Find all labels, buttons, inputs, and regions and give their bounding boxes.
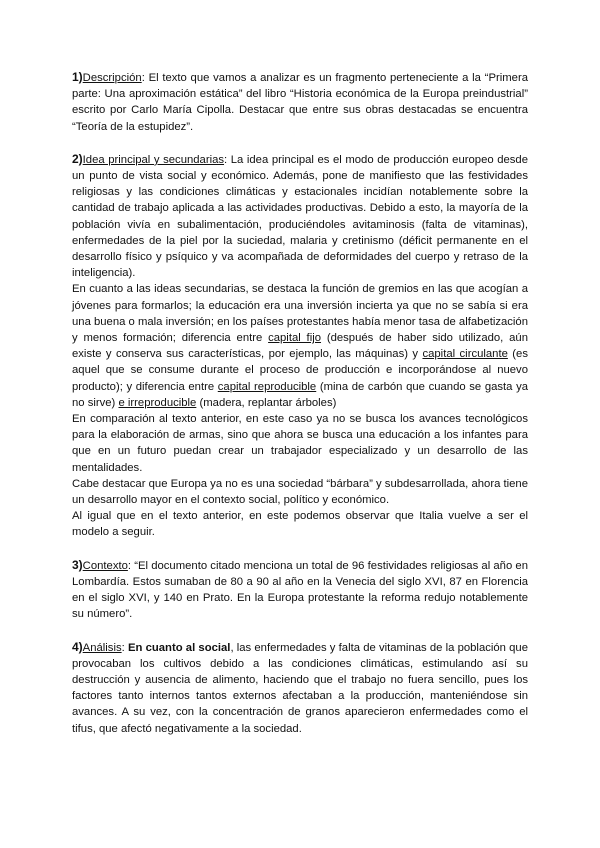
europa-paragraph: Cabe destacar que Europa ya no es una sociedad “bárbara” y subdesarrollada, ahora tiene un desarrollo mayor en el contexto social, político y económico. [72,477,528,507]
idea-principal-paragraph [72,151,528,282]
idea-principal-text: La idea principal es el modo de producción europeo desde un punto de vista social y económico. Además, pone de manifiesto que las festividades religiosas y las condiciones climáticas y estacionales incidían notablemente sobre la cantidad de trabajo aplicada a las actividades productivas. Debido a esto, la mayoría de la población vivía en subalimentación, produciéndoles avitaminosis (falta de vitaminas), enfermedades de la piel por la suciedad, malaria y cretinismo (déficit permanente en el desarrollo físico y psíquico y va acompañada de deformidades del cuerpo y retraso de la inteligencia). [72,153,528,280]
term-irreproducible: e irreproducible [118,396,197,409]
heading-colon: : [224,153,228,166]
ideas-secundarias-text-a: En cuanto a las ideas secundarias, se destaca la función de gremios en las que acogían a jóvenes para formarlos; la educación era una inversión incierta ya que no se sabía si era una buena o mala inversión; en los países protestantes había menor tasa de alfabetización y menos formación; diferencia entre [72,283,528,345]
section-heading: Descripción [82,72,142,84]
contexto-paragraph [72,557,528,623]
comparacion-paragraph: En comparación al texto anterior, en este caso ya no se busca los avances tecnológicos para la elaboración de armas, sino que ahora se busca una educación a los infantes para que en un futuro puedan crear un trabajador especializado y un desarrollo de las mentalidades. [72,413,528,474]
term-capital-fijo: capital fijo [268,332,322,345]
term-capital-circulante: capital circulante [422,348,508,361]
ideas-secundarias-text-d: (mina de carbón que cuando se gasta ya no sirve) [72,380,529,409]
section-heading: Análisis [82,641,122,654]
analisis-bold-lead: En cuanto al social [127,641,231,654]
descripcion-text: El texto que vamos a analizar es un fragmento perteneciente a la “Primera parte: Una aproximación estática” del libro “Historia económica de la Europa preindustrial” escrito por Carlo María Cipolla. Destacar que entre sus obras destacadas se encuentra “Teoría de la estupidez”. [72,72,528,133]
section-heading: Contexto [82,559,128,572]
descripcion-paragraph [72,69,528,135]
heading-colon: : [121,641,128,654]
section-number: 3) [72,557,83,572]
section-analisis [72,639,528,737]
section-contexto [72,557,528,623]
italia-paragraph: Al igual que en el texto anterior, en este podemos observar que Italia vuelve a ser el modelo a seguir. [72,510,528,539]
section-number: 4) [72,639,83,654]
section-number: 1) [72,70,83,84]
ideas-secundarias-paragraph [72,281,528,411]
term-capital-reproducible: capital reproducible [217,380,317,393]
section-heading: Idea principal y secundarias [82,153,225,166]
section-idea-principal [72,151,528,541]
section-number: 2) [72,151,83,166]
analisis-text: , las enfermedades y falta de vitaminas de la población que provocaban los cultivos debido a las condiciones climáticas, estimulando así su destrucción y ausencia de alimento, haciendo que el trabajo no fuera sencillo, pues los factores tanto internos tantos externos afectaban a la producción, manteniéndose sin avances. A su vez, con la concentración de granos aparecieron enfermedades como el tifus, que afectó negativamente a la sociedad. [72,641,528,735]
ideas-secundarias-text-e: (madera, replantar árboles) [196,396,337,409]
heading-colon: : [141,72,145,84]
section-descripcion [72,69,528,135]
contexto-text: “El documento citado menciona un total de 96 festividades religiosas al año en Lombardía. Estos sumaban de 80 a 90 al año en la Venecia del siglo XVI, 87 en Florencia en el siglo XVI, y 140 en Prato. En la Europa protestante la reforma redujo notablemente su número”. [72,559,528,621]
ideas-secundarias-text-b: (después de haber sido utilizado, aún existe y conserva sus características, por ejemplo, las máquinas) y [72,332,528,361]
analisis-paragraph [72,639,528,737]
ideas-secundarias-text-c: (es aquel que se consume durante el proceso de producción e incorporándose al nuevo producto); y diferencia entre [72,348,528,393]
heading-colon: : [127,559,132,572]
